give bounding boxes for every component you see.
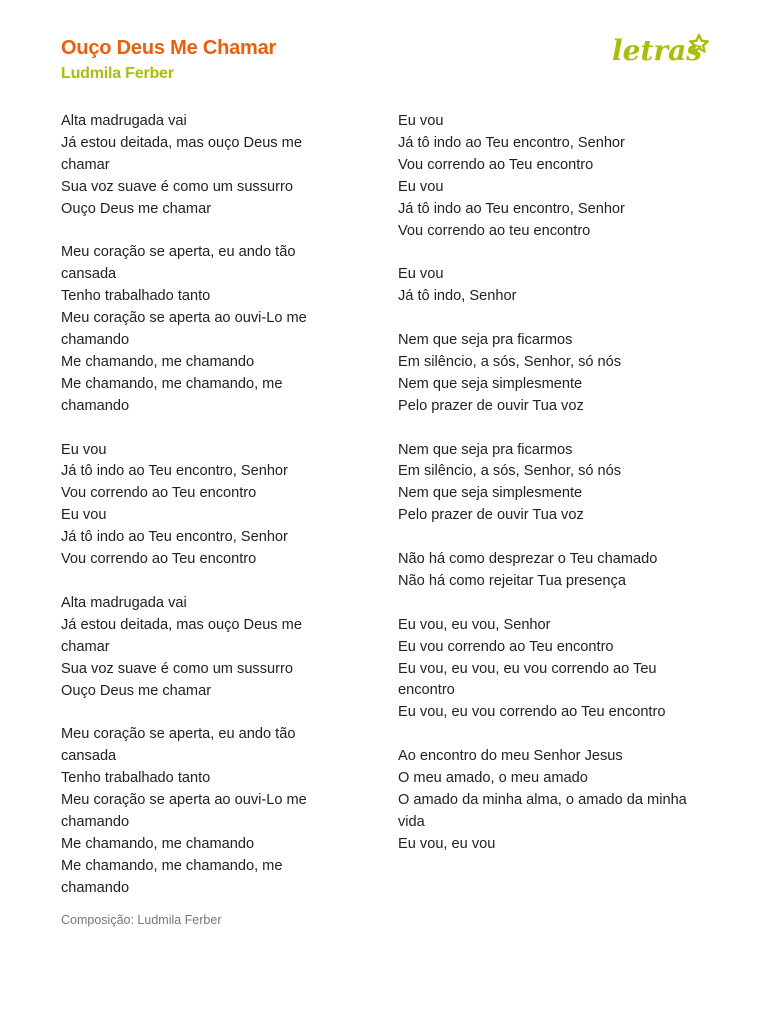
lyric-line: Vou correndo ao Teu encontro bbox=[61, 551, 257, 568]
lyric-line: Já estou deitada, mas ouço Deus me bbox=[61, 134, 302, 151]
lyric-line: chamar bbox=[61, 638, 110, 655]
lyric-line: encontro bbox=[398, 682, 455, 699]
lyric-line: Eu vou, eu vou bbox=[398, 835, 496, 852]
logo-text: letras bbox=[612, 34, 703, 67]
lyric-line: Tenho trabalhado tanto bbox=[61, 770, 211, 787]
lyric-line: Ao encontro do meu Senhor Jesus bbox=[398, 748, 623, 765]
lyric-line: Me chamando, me chamando bbox=[61, 353, 255, 370]
lyric-line: Nem que seja pra ficarmos bbox=[398, 441, 573, 458]
lyric-line: Não há como desprezar o Teu chamado bbox=[398, 551, 658, 568]
artist-name: Ludmila Ferber bbox=[61, 65, 174, 82]
lyric-line: Eu vou bbox=[398, 266, 444, 283]
lyrics-stanza bbox=[61, 593, 346, 703]
lyric-line: Me chamando, me chamando, me bbox=[61, 857, 283, 874]
lyric-line: Meu coração se aperta, eu ando tão bbox=[61, 726, 296, 743]
lyrics-stanza bbox=[398, 615, 718, 725]
letras-logo bbox=[610, 30, 712, 70]
lyric-line: Me chamando, me chamando, me bbox=[61, 375, 283, 392]
lyric-line: Já estou deitada, mas ouço Deus me bbox=[61, 616, 302, 633]
song-title: Ouço Deus Me Chamar bbox=[61, 37, 277, 59]
song-header bbox=[61, 34, 276, 86]
lyric-line: Pelo prazer de ouvir Tua voz bbox=[398, 507, 584, 524]
lyric-line: Eu vou bbox=[61, 441, 107, 458]
lyric-line: Sua voz suave é como um sussurro bbox=[61, 178, 293, 195]
lyric-line: Eu vou, eu vou correndo ao Teu encontro bbox=[398, 704, 666, 721]
lyric-line: Pelo prazer de ouvir Tua voz bbox=[398, 397, 584, 414]
lyric-line: cansada bbox=[61, 748, 117, 765]
lyrics-stanza bbox=[398, 549, 718, 593]
lyric-line: Meu coração se aperta ao ouvi-Lo me bbox=[61, 310, 307, 327]
lyric-line: Nem que seja pra ficarmos bbox=[398, 332, 573, 349]
lyrics-stanza bbox=[61, 111, 346, 221]
lyric-line: Sua voz suave é como um sussurro bbox=[61, 660, 293, 677]
lyrics-stanza bbox=[61, 724, 346, 899]
lyric-line: Alta madrugada vai bbox=[61, 113, 187, 129]
composer-credit: Composição: Ludmila Ferber bbox=[61, 913, 222, 927]
lyric-line: Meu coração se aperta ao ouvi-Lo me bbox=[61, 792, 307, 809]
lyrics-stanza bbox=[398, 440, 718, 528]
lyric-line: Já tô indo ao Teu encontro, Senhor bbox=[398, 134, 625, 151]
lyrics-left-column bbox=[61, 111, 346, 900]
lyrics-right-column bbox=[398, 111, 718, 856]
lyrics-stanza bbox=[61, 242, 346, 417]
lyric-line: Já tô indo ao Teu encontro, Senhor bbox=[61, 463, 288, 480]
lyric-line: Eu vou, eu vou, eu vou correndo ao Teu bbox=[398, 660, 657, 677]
lyrics-stanza bbox=[398, 330, 718, 418]
lyrics-stanza bbox=[61, 440, 346, 571]
lyric-line: O amado da minha alma, o amado da minha bbox=[398, 792, 687, 808]
lyric-line: Nem que seja simplesmente bbox=[398, 485, 583, 502]
lyric-line: chamando bbox=[61, 813, 130, 830]
lyrics-stanza bbox=[398, 264, 718, 308]
lyric-line: Não há como rejeitar Tua presença bbox=[398, 572, 626, 589]
lyric-line: chamando bbox=[61, 879, 130, 896]
lyric-line: Tenho trabalhado tanto bbox=[61, 288, 211, 305]
lyric-line: Já tô indo ao Teu encontro, Senhor bbox=[398, 200, 625, 217]
lyric-line: O meu amado, o meu amado bbox=[398, 770, 588, 787]
lyric-line: Em silêncio, a sós, Senhor, só nós bbox=[398, 353, 622, 370]
lyrics-stanza bbox=[398, 746, 718, 856]
lyric-line: Vou correndo ao Teu encontro bbox=[61, 485, 257, 502]
lyric-line: Ouço Deus me chamar bbox=[61, 200, 212, 217]
lyric-line: chamando bbox=[61, 332, 130, 349]
lyric-line: chamar bbox=[61, 156, 110, 173]
lyric-line: cansada bbox=[61, 266, 117, 283]
lyric-line: Ouço Deus me chamar bbox=[61, 682, 212, 699]
lyric-line: Eu vou bbox=[61, 507, 107, 524]
lyric-line: Me chamando, me chamando bbox=[61, 835, 255, 852]
lyric-line: Eu vou bbox=[398, 113, 444, 129]
lyric-line: Eu vou, eu vou, Senhor bbox=[398, 616, 551, 633]
lyrics-stanza bbox=[398, 111, 718, 242]
lyric-line: Eu vou correndo ao Teu encontro bbox=[398, 638, 614, 655]
lyric-line: chamando bbox=[61, 397, 130, 414]
lyric-line: Meu coração se aperta, eu ando tão bbox=[61, 244, 296, 261]
lyric-line: Eu vou bbox=[398, 178, 444, 195]
lyric-line: vida bbox=[398, 813, 425, 830]
lyric-line: Vou correndo ao Teu encontro bbox=[398, 156, 594, 173]
lyric-line: Nem que seja simplesmente bbox=[398, 375, 583, 392]
lyric-line: Já tô indo ao Teu encontro, Senhor bbox=[61, 529, 288, 546]
lyric-line: Alta madrugada vai bbox=[61, 594, 187, 611]
lyric-line: Vou correndo ao teu encontro bbox=[398, 222, 591, 239]
lyric-line: Em silêncio, a sós, Senhor, só nós bbox=[398, 463, 622, 480]
lyric-line: Já tô indo, Senhor bbox=[398, 288, 517, 305]
